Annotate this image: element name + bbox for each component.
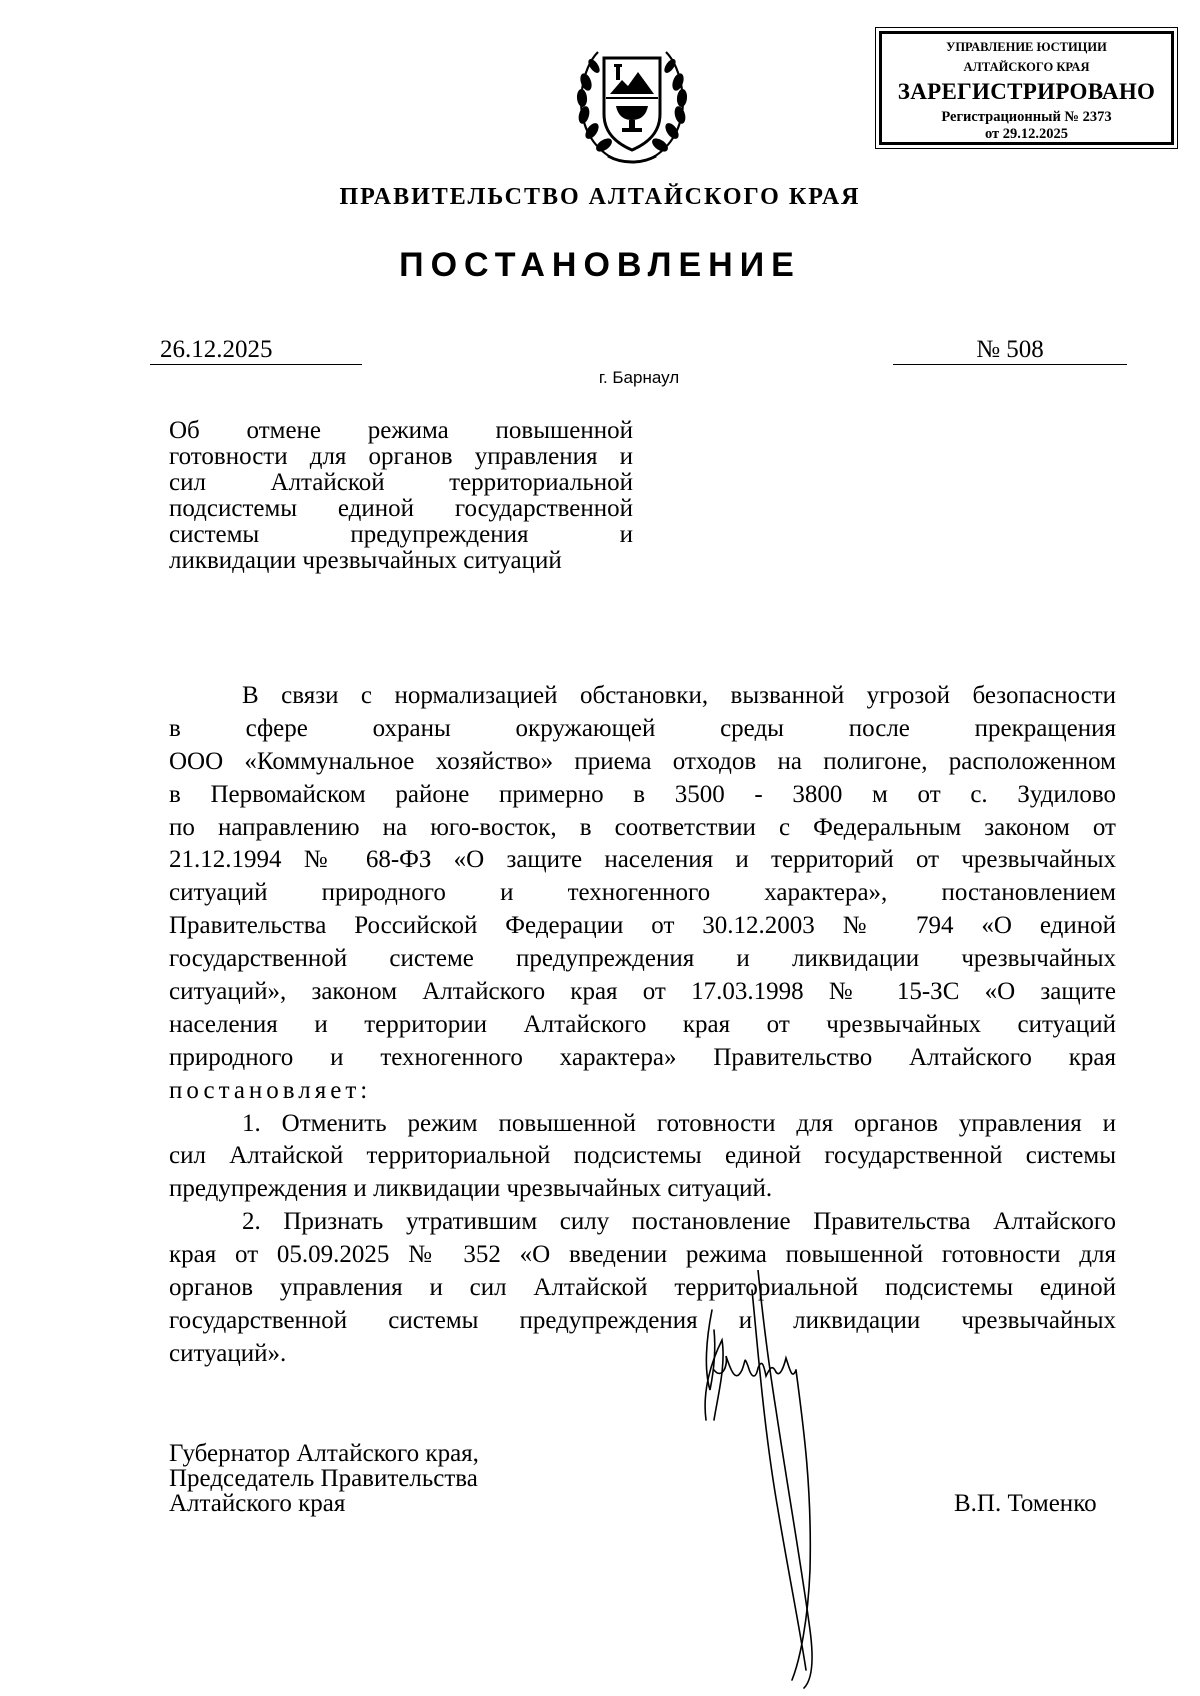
document-subject	[169, 418, 633, 574]
subject-line: Об отмене режима повышенной	[169, 417, 633, 444]
subject-line: ликвидации чрезвычайных ситуаций	[169, 547, 562, 574]
stamp-registration-number: Регистрационный № 2373	[941, 109, 1112, 125]
body-line: по направлению на юго-восток, в соответствии с Федеральным законом от	[169, 813, 1116, 841]
body-line: в Первомайском районе примерно в 3500 - 3800 м от с. Зудилово	[169, 780, 1116, 808]
body-line: государственной системы предупреждения и ликвидации чрезвычайных	[169, 1306, 1116, 1334]
body-line: населения и территории Алтайского края от чрезвычайных ситуаций	[169, 1010, 1116, 1038]
body-line: ситуаций природного и техногенного характера», постановлением	[169, 879, 1116, 907]
body-line: органов управления и сил Алтайской территориальной подсистемы единой	[169, 1274, 1116, 1302]
body-line: предупреждения и ликвидации чрезвычайных ситуаций.	[169, 1175, 773, 1203]
signatory-name: В.П. Томенко	[954, 1490, 1097, 1517]
body-line: ситуаций», законом Алтайского края от 17.03.1998 № 15-ЗС «О защите	[169, 978, 1116, 1006]
registration-stamp	[879, 31, 1174, 145]
body-line: сил Алтайской территориальной подсистемы единой государственной системы	[169, 1142, 1116, 1170]
stamp-agency-line2: АЛТАЙСКОГО КРАЯ	[963, 60, 1090, 74]
coat-of-arms-icon	[572, 40, 692, 166]
body-line-resolves: постановляет:	[169, 1076, 372, 1104]
body-line: в сфере охраны окружающей среды после прекращения	[169, 714, 1116, 742]
document-date: 26.12.2025	[150, 336, 362, 365]
body-line: Правительства Российской Федерации от 30.12.2003 № 794 «О единой	[169, 912, 1116, 940]
body-line: ситуаций».	[169, 1339, 287, 1367]
handwritten-signature	[692, 1270, 882, 1690]
body-line: государственной системе предупреждения и ликвидации чрезвычайных	[169, 945, 1116, 973]
signatory-title-line: Губернатор Алтайского края,	[169, 1440, 479, 1467]
subject-line: подсистемы единой государственной	[169, 495, 633, 522]
body-line: ООО «Коммунальное хозяйство» приема отходов на полигоне, расположенном	[169, 747, 1116, 775]
subject-line: готовности для органов управления и	[169, 443, 633, 470]
body-line: 21.12.1994 № 68-ФЗ «О защите населения и территорий от чрезвычайных	[169, 846, 1116, 874]
stamp-date: от 29.12.2025	[984, 126, 1069, 142]
stamp-agency-line1: УПРАВЛЕНИЕ ЮСТИЦИИ	[946, 40, 1107, 54]
body-line: 1. Отменить режим повышенной готовности для органов управления и	[242, 1109, 1116, 1137]
body-line: 2. Признать утратившим силу постановление Правительства Алтайского	[242, 1208, 1116, 1236]
signatory-title-line: Председатель Правительства	[169, 1465, 478, 1492]
body-line: природного и техногенного характера» Правительство Алтайского края	[169, 1043, 1116, 1071]
signatory-title-line: Алтайского края	[169, 1490, 346, 1517]
subject-line: сил Алтайской территориальной	[169, 469, 633, 496]
document-type: ПОСТАНОВЛЕНИЕ	[399, 246, 801, 284]
document-body	[169, 680, 1116, 1371]
document-city: г. Барнаул	[598, 368, 680, 387]
body-line: края от 05.09.2025 № 352 «О введении режима повышенной готовности для	[169, 1241, 1116, 1269]
government-name: ПРАВИТЕЛЬСТВО АЛТАЙСКОГО КРАЯ	[339, 184, 861, 210]
document-number: № 508	[893, 336, 1127, 365]
body-line: В связи с нормализацией обстановки, вызванной угрозой безопасности	[242, 682, 1116, 709]
subject-line: системы предупреждения и	[169, 521, 633, 548]
signatory-title	[169, 1441, 479, 1516]
stamp-status: ЗАРЕГИСТРИРОВАНО	[897, 79, 1156, 104]
